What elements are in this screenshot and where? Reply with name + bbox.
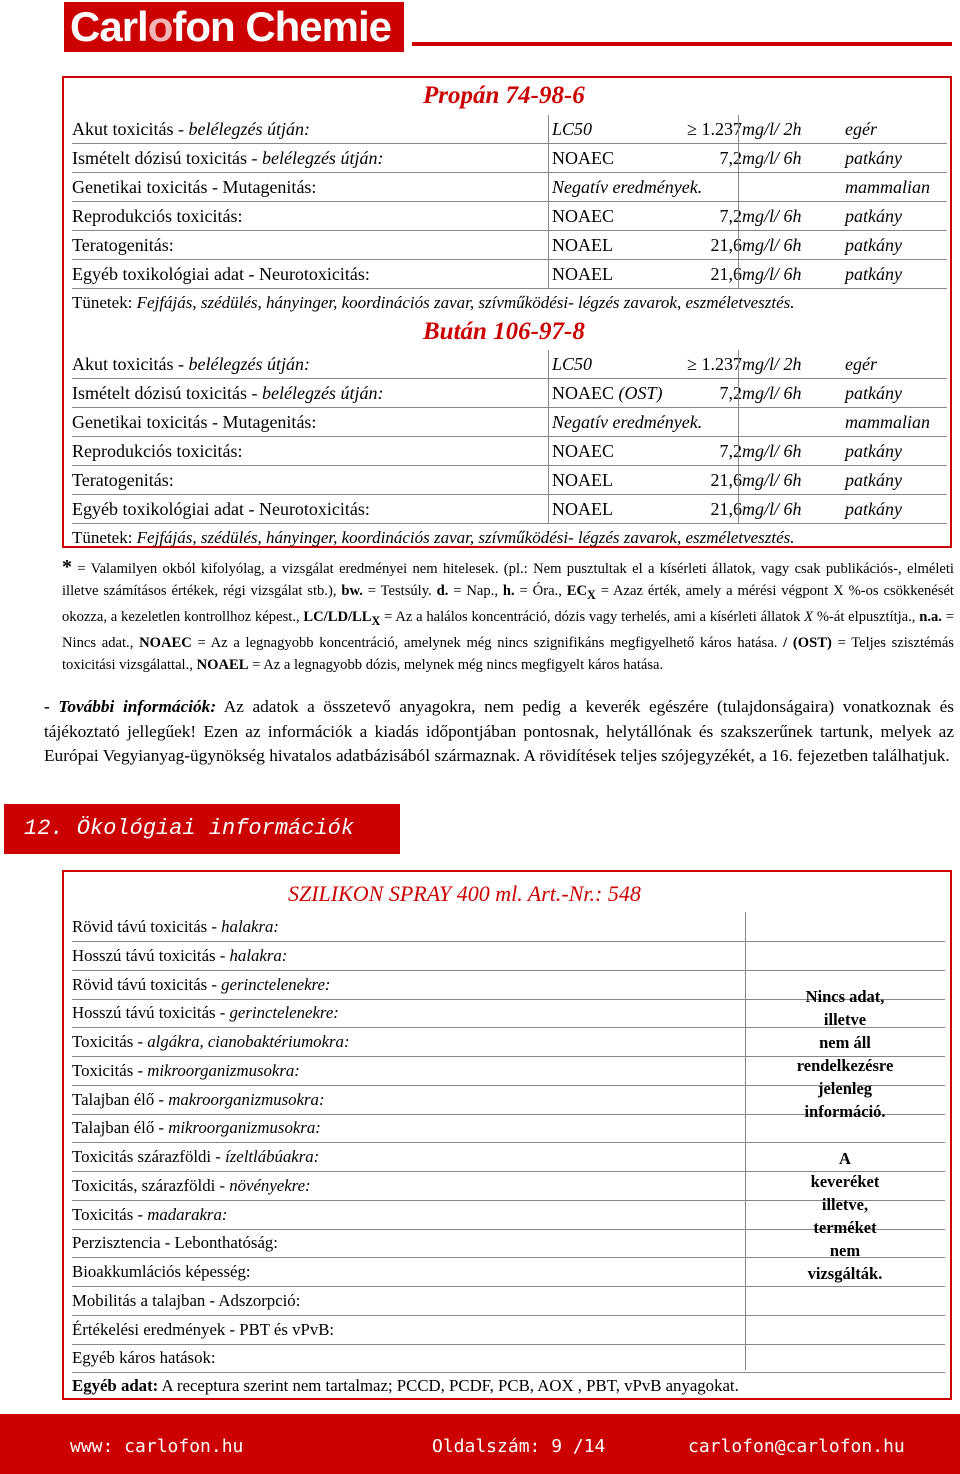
row-species: egér bbox=[845, 119, 877, 139]
row-species: patkány bbox=[845, 470, 902, 490]
ecology-row: Rövid távú toxicitás - halakra: bbox=[72, 917, 279, 936]
row-unit: mg/l/ 2h bbox=[742, 354, 802, 374]
propan-row bbox=[72, 144, 947, 172]
row-label: Egyéb toxikológiai adat - Neurotoxicitás: bbox=[72, 264, 370, 284]
row-unit: mg/l/ 6h bbox=[742, 235, 802, 255]
footer-email: carlofon@carlofon.hu bbox=[688, 1436, 905, 1457]
section-12-heading: 12. Ökológiai információk bbox=[4, 804, 400, 854]
abbreviations-footnote: * = Valamilyen okból kifolyólag, a vizsgálat eredményei nem hitelesek. (pl.: Nem pusztultak el a kísérleti állatok, vagy csak publikációs-, elméleti illetve számításos értékek, régi vizsgálat stb.), bw. = Testsúly. d. = Nap., h. = Óra., $EC_X$ = Azaz érték, amely a mérési végpont X %-os csökkenését okozza, a kezeletlen kontrollhoz képest., $LC/LD/LL_X = Az$ a halálos koncentráció, dózis vagy terhelés, ami a kísérleti állatok X %-át elpusztítja., n.a. = Nincs adat., NOAEC = Az a legnagyobb koncentráció, amelynek még nincs szignifikáns megfigyelhető káros hatása. / (OST) = Teljes szisztémás toxicitási vizsgálattal., NOAEL = Az a legnagyobb dózis, melynek még nincs megfigyelt káros hatása. bbox=[62, 556, 954, 673]
propan-row bbox=[72, 231, 947, 259]
row-test-type: NOAEL bbox=[552, 235, 613, 255]
row-unit: mg/l/ 6h bbox=[742, 470, 802, 490]
butan-title: Bután 106-97-8 bbox=[423, 318, 585, 345]
row-value: 21,6 bbox=[710, 499, 742, 519]
ecology-row: Toxicitás - algákra, cianobaktériumokra: bbox=[72, 1032, 350, 1051]
row-unit: mg/l/ 6h bbox=[742, 148, 802, 168]
row-value: ≥ 1.237 bbox=[687, 119, 742, 139]
row-species: mammalian bbox=[845, 177, 930, 197]
no-data-note bbox=[745, 985, 945, 1285]
row-label: Akut toxicitás - belélegzés útján: bbox=[72, 119, 310, 139]
footer-bar bbox=[0, 1414, 960, 1474]
row-value: 7,2 bbox=[719, 206, 742, 226]
row-label: Reprodukciós toxicitás: bbox=[72, 441, 243, 461]
other-data-row: Egyéb adat: A receptura szerint nem tartalmaz; PCCD, PCDF, PCB, AOX , PBT, vPvB anyagokat. bbox=[72, 1376, 739, 1395]
logo-text-3: fon Chemie bbox=[172, 3, 392, 50]
row-test-type: NOAEL bbox=[552, 264, 613, 284]
test-column-divider bbox=[548, 115, 549, 289]
butan-row bbox=[72, 379, 947, 407]
row-label: Akut toxicitás - belélegzés útján: bbox=[72, 354, 310, 374]
row-species: patkány bbox=[845, 441, 902, 461]
row-label: Egyéb toxikológiai adat - Neurotoxicitás: bbox=[72, 499, 370, 519]
row-unit: mg/l/ 6h bbox=[742, 206, 802, 226]
ecology-row: Bioakkumlációs képesség: bbox=[72, 1262, 251, 1281]
row-test-type: NOAEL bbox=[552, 470, 613, 490]
logo-text-2: o bbox=[147, 3, 173, 50]
ecology-row: Talajban élő - makroorganizmusokra: bbox=[72, 1089, 325, 1109]
row-unit: mg/l/ 6h bbox=[742, 441, 802, 461]
row-value: ≥ 1.237 bbox=[687, 354, 742, 374]
row-value: 21,6 bbox=[710, 470, 742, 490]
row-test-type: NOAEL bbox=[552, 499, 613, 519]
footer-website: www: carlofon.hu bbox=[70, 1436, 244, 1457]
ecology-row: Rövid távú toxicitás - gerinctelenekre: bbox=[72, 974, 331, 994]
row-test-type: NOAEC bbox=[552, 441, 614, 461]
row-label: Genetikai toxicitás - Mutagenitás: bbox=[72, 177, 317, 197]
butan-row bbox=[72, 437, 947, 465]
butan-symptoms: Tünetek: Fejfájás, szédülés, hányinger, koordinációs zavar, szívműködési- légzés zavarok, eszméletvesztés. bbox=[72, 528, 795, 547]
ecology-row: Toxicitás, szárazföldi - növényekre: bbox=[72, 1175, 311, 1195]
row-label: Teratogenitás: bbox=[72, 235, 174, 255]
propan-row bbox=[72, 260, 947, 288]
side-note-line: jelenleg bbox=[817, 1079, 873, 1098]
row-test-type: NOAEC bbox=[552, 206, 614, 226]
side-note-line: információ. bbox=[804, 1102, 886, 1121]
side-note-line: illetve bbox=[823, 1010, 867, 1029]
butan-row bbox=[72, 408, 947, 436]
side-note-line: nem bbox=[829, 1241, 861, 1260]
row-value: 21,6 bbox=[710, 235, 742, 255]
ecology-row: Talajban élő - mikroorganizmusokra: bbox=[72, 1118, 321, 1138]
side-note-line: terméket bbox=[813, 1218, 877, 1237]
row-test-type: Negatív eredmények. bbox=[552, 177, 703, 197]
ecology-row: Toxicitás - mikroorganizmusokra: bbox=[72, 1060, 300, 1080]
further-info-paragraph: - További információk: Az adatok a összetevő anyagokra, nem pedig a keverék egészére (tulajdonságaira) vonatkoznak és tájékoztató jellegűek! Ezen az információk a kiadás időpontjában pontosnak, helytállónak és szakszerűnek tartunk, melyek az Európai Vegyianyag-ügynökség hivatalos adatbázisából származnak. A rövidítések teljes szójegyzékét, a 16. fejezetben találhatjuk. bbox=[44, 697, 954, 765]
ecology-row: Mobilitás a talajban - Adszorpció: bbox=[72, 1290, 301, 1310]
ecology-row: Egyéb káros hatások: bbox=[72, 1348, 216, 1368]
product-title: SZILIKON SPRAY 400 ml. Art.-Nr.: 548 bbox=[288, 881, 641, 906]
row-test-type: LC50 bbox=[552, 119, 593, 139]
row-value: 7,2 bbox=[719, 148, 742, 168]
ecology-row: Hosszú távú toxicitás - gerinctelenekre: bbox=[72, 1003, 339, 1023]
ecology-row: Perzisztencia - Lebonthatóság: bbox=[72, 1233, 278, 1253]
header-rule bbox=[412, 42, 952, 46]
row-label: Ismételt dózisú toxicitás - belélegzés útján: bbox=[72, 383, 384, 403]
row-species: egér bbox=[845, 354, 877, 374]
propan-row bbox=[72, 173, 947, 201]
ecology-row: Toxicitás szárazföldi - ízeltlábúakra: bbox=[72, 1147, 320, 1166]
unit-column-divider bbox=[738, 350, 739, 524]
row-unit: mg/l/ 6h bbox=[742, 499, 802, 519]
row-value: 21,6 bbox=[710, 264, 742, 284]
ecology-row: Hosszú távú toxicitás - halakra: bbox=[72, 945, 288, 965]
row-species: mammalian bbox=[845, 412, 930, 432]
row-label: Genetikai toxicitás - Mutagenitás: bbox=[72, 412, 317, 432]
row-species: patkány bbox=[845, 148, 902, 168]
row-unit: mg/l/ 2h bbox=[742, 119, 802, 139]
side-note-line: keveréket bbox=[810, 1172, 880, 1191]
row-value: 7,2 bbox=[719, 441, 742, 461]
propan-row bbox=[72, 202, 947, 230]
footer-page-number: Oldalszám: 9 /14 bbox=[432, 1436, 606, 1457]
unit-column-divider bbox=[738, 115, 739, 289]
logo-text-1: Carl bbox=[70, 3, 148, 50]
row-test-type: NOAEC (OST) bbox=[552, 383, 663, 403]
row-label: Reprodukciós toxicitás: bbox=[72, 206, 243, 226]
side-note-line: vizsgálták. bbox=[807, 1264, 883, 1283]
row-test-type: NOAEC bbox=[552, 148, 614, 168]
company-logo bbox=[64, 2, 404, 52]
row-test-type: Negatív eredmények. bbox=[552, 412, 703, 432]
row-label: Teratogenitás: bbox=[72, 470, 174, 490]
side-note-no-data bbox=[745, 985, 945, 1123]
row-species: patkány bbox=[845, 264, 902, 284]
side-note-line: Nincs adat, bbox=[805, 987, 885, 1006]
side-note-not-tested bbox=[745, 1147, 945, 1285]
side-note-line: illetve, bbox=[821, 1195, 869, 1214]
ecology-row: Értékelési eredmények - PBT és vPvB: bbox=[72, 1319, 335, 1339]
row-species: patkány bbox=[845, 383, 902, 403]
butan-row bbox=[72, 495, 947, 523]
row-species: patkány bbox=[845, 499, 902, 519]
propan-row bbox=[72, 115, 947, 143]
propan-title: Propán 74-98-6 bbox=[423, 82, 585, 109]
row-value: 7,2 bbox=[719, 383, 742, 403]
propan-symptoms: Tünetek: Fejfájás, szédülés, hányinger, koordinációs zavar, szívműködési- légzés zavarok, eszméletvesztés. bbox=[72, 293, 795, 312]
butan-row bbox=[72, 466, 947, 494]
ecology-row: Toxicitás - madarakra: bbox=[72, 1204, 228, 1224]
row-unit: mg/l/ 6h bbox=[742, 264, 802, 284]
side-note-line: rendelkezésre bbox=[796, 1056, 894, 1075]
side-note-line: A bbox=[839, 1149, 851, 1168]
row-species: patkány bbox=[845, 235, 902, 255]
butan-row bbox=[72, 350, 947, 378]
test-column-divider bbox=[548, 350, 549, 524]
row-test-type: LC50 bbox=[552, 354, 593, 374]
row-label: Ismételt dózisú toxicitás - belélegzés útján: bbox=[72, 148, 384, 168]
side-note-line: nem áll bbox=[819, 1033, 871, 1052]
row-species: patkány bbox=[845, 206, 902, 226]
row-unit: mg/l/ 6h bbox=[742, 383, 802, 403]
